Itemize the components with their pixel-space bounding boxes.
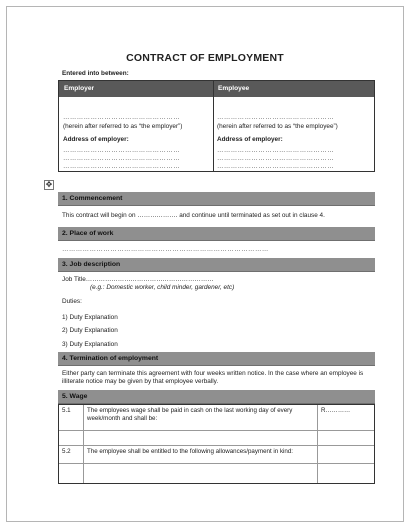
section-wage-heading: 5. Wage: [58, 390, 375, 404]
employee-ref-text: (herein after referred to as “the employee”): [217, 123, 338, 130]
section-termination-heading: 4. Termination of employment: [58, 352, 375, 366]
employee-name-line[interactable]: ……………………………………………: [217, 114, 335, 121]
wage-row-2-amount[interactable]: [318, 446, 374, 464]
wage-row-1-num: 5.1: [59, 405, 84, 431]
wage-row-1-text: The employees wage shall be paid in cash on the last working day of every week/month and shall be:: [84, 405, 318, 431]
wage-row-1-blank-text[interactable]: [84, 431, 318, 446]
duty-item-2: 2) Duty Explanation: [62, 327, 118, 334]
employee-header: Employee: [218, 85, 250, 92]
wage-row-2-blank-num: [59, 464, 84, 483]
duties-label: Duties:: [62, 298, 82, 305]
parties-table-header: [59, 81, 374, 97]
page-title: CONTRACT OF EMPLOYMENT: [126, 52, 284, 64]
employer-ref-text: (herein after referred to as “the employer”): [63, 123, 183, 130]
wage-row-1-amount[interactable]: R…………: [318, 405, 374, 431]
wage-row-2-blank-text[interactable]: [84, 464, 318, 483]
employee-address-line-3[interactable]: ……………………………………………: [217, 163, 335, 170]
entered-into-label: Entered into between:: [62, 70, 129, 77]
section-place-heading: 2. Place of work: [58, 227, 375, 241]
wage-row-2-num: 5.2: [59, 446, 84, 464]
move-arrows-icon[interactable]: ✥: [45, 180, 53, 189]
wage-row-2-text: The employee shall be entitled to the following allowances/payment in kind:: [84, 446, 318, 464]
place-of-work-line[interactable]: ………………………………………………………………………………: [62, 246, 269, 253]
employer-address-label: Address of employer:: [63, 136, 129, 143]
section-commencement-heading: 1. Commencement: [58, 192, 375, 206]
job-title-example: (e.g.: Domestic worker, child minder, gardener, etc): [90, 284, 235, 291]
employer-address-line-2[interactable]: ……………………………………………: [63, 155, 181, 162]
section-job-heading: 3. Job description: [58, 258, 375, 272]
wage-row-2-blank-amount[interactable]: [318, 464, 374, 483]
employee-address-label: Address of employer:: [217, 136, 283, 143]
employee-address-line-1[interactable]: ……………………………………………: [217, 147, 335, 154]
wage-row-1-blank-num: [59, 431, 84, 446]
duty-item-3: 3) Duty Explanation: [62, 341, 118, 348]
duty-item-1: 1) Duty Explanation: [62, 314, 118, 321]
employer-address-line-1[interactable]: ……………………………………………: [63, 147, 181, 154]
commencement-text: This contract will begin on ………………. and continue until terminated as set out in clause 4.: [62, 212, 325, 219]
wage-row-1-blank-amount[interactable]: [318, 431, 374, 446]
parties-table: [58, 80, 375, 172]
parties-divider: [213, 81, 214, 171]
termination-text: Either party can terminate this agreement with four weeks written notice. In the case where an employee is illiterate notice may be given by that employee verbally.: [62, 370, 364, 385]
employee-address-line-2[interactable]: ……………………………………………: [217, 155, 335, 162]
employer-address-line-3[interactable]: ……………………………………………: [63, 163, 181, 170]
employer-name-line[interactable]: ……………………………………………: [63, 114, 181, 121]
employer-header: Employer: [64, 85, 95, 92]
wage-table: [58, 404, 375, 484]
job-title-line[interactable]: Job Title……………………………………………………: [62, 276, 214, 283]
